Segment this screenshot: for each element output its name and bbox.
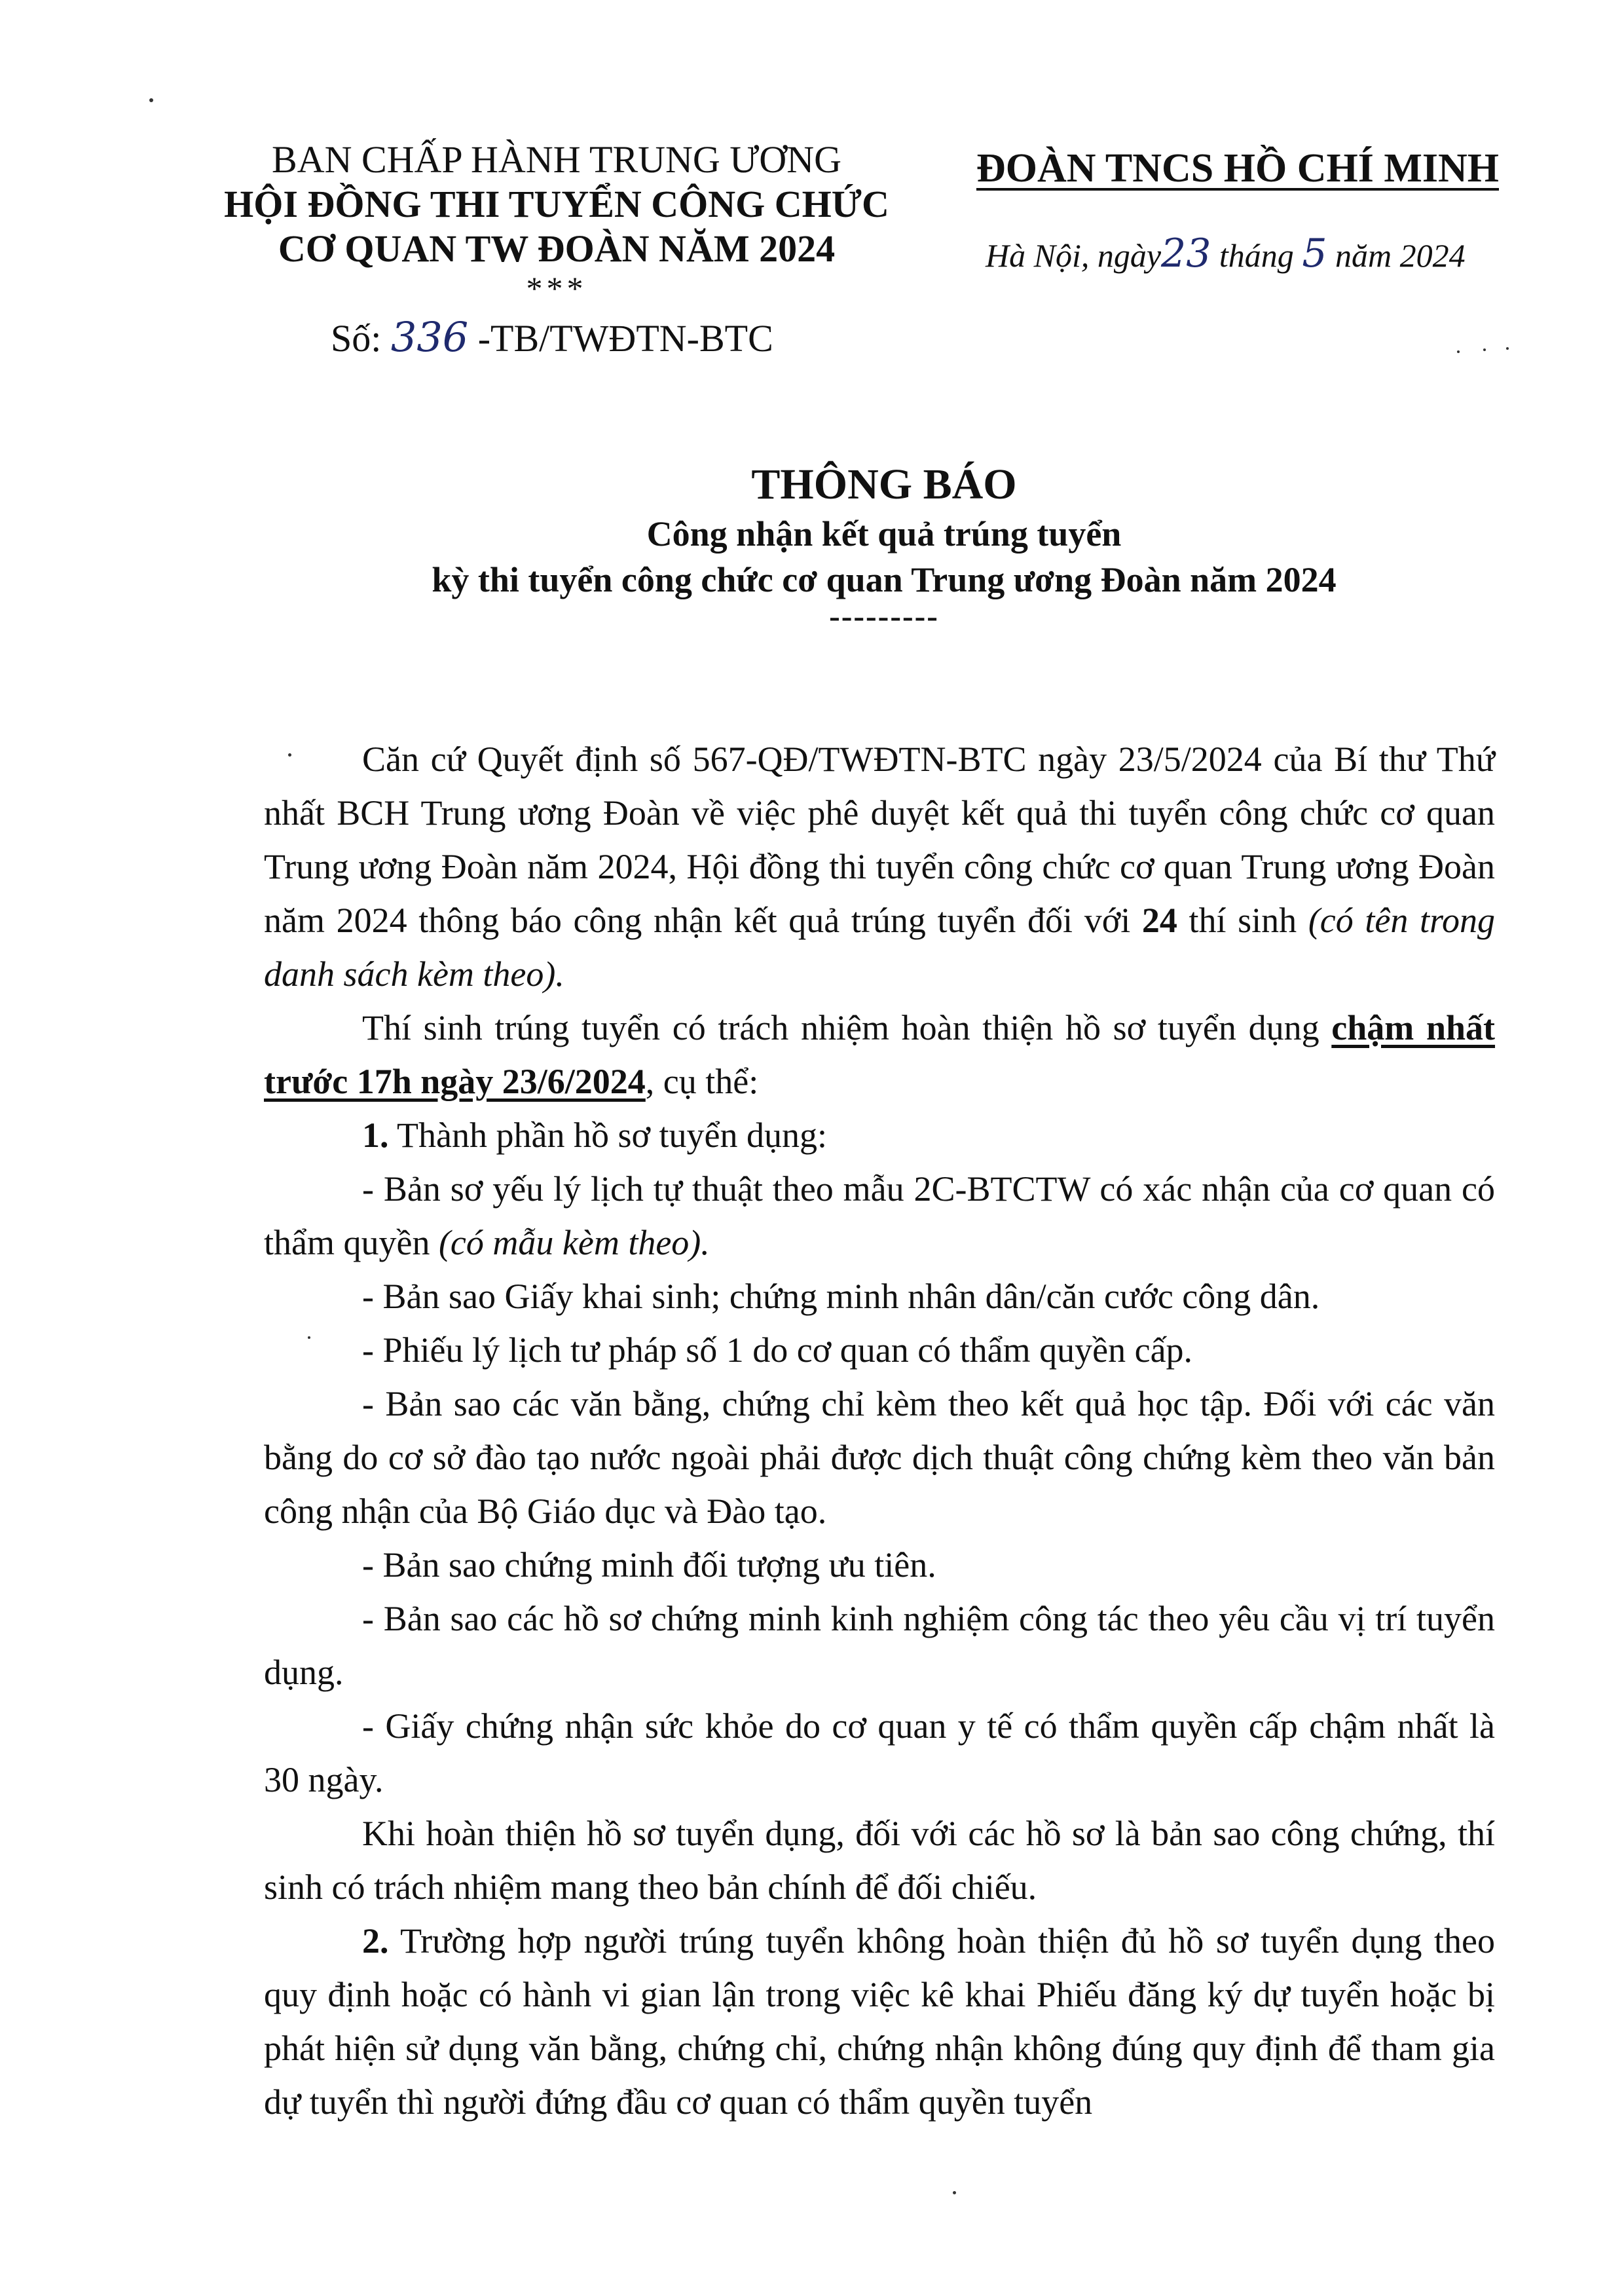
deadline-text: Thí sinh trúng tuyển có trách nhiệm hoàn thiện hồ sơ tuyển dụng [362, 1008, 1320, 1047]
basis-note: (có tên trong danh sách kèm theo). [264, 901, 1496, 994]
issuer-line-2: HỘI ĐỒNG THI TUYỂN CÔNG CHỨC [224, 183, 889, 225]
date-month-label: tháng [1219, 237, 1294, 274]
issuer-line-3: CƠ QUAN TW ĐOÀN NĂM 2024 [278, 227, 836, 270]
date-month-handwritten: 5 [1302, 231, 1327, 276]
section-1-heading [264, 1108, 1495, 1162]
so-prefix: Số: [331, 317, 382, 360]
list-item: - Bản sao chứng minh đối tượng ưu tiên. [362, 1545, 936, 1585]
basis-word: thí sinh [1189, 901, 1297, 940]
item-1-note: (có mẫu kèm theo). [438, 1223, 710, 1262]
section-2 [264, 1914, 1495, 2129]
date-line [986, 231, 1466, 276]
list-item: - Phiếu lý lịch tư pháp số 1 do cơ quan có thẩm quyền cấp. [362, 1330, 1193, 1370]
org-name: ĐOÀN TNCS HỒ CHÍ MINH [976, 146, 1500, 191]
paragraph-originals: Khi hoàn thiện hồ sơ tuyển dụng, đối với các hồ sơ là bản sao công chứng, thí sinh có trách nhiệm mang theo bản chính để đối chiếu. [264, 1814, 1495, 1907]
scan-speck [953, 2191, 956, 2194]
scan-speck [1506, 347, 1509, 350]
document-number [331, 313, 773, 361]
winner-count: 24 [1141, 901, 1177, 940]
list-item: - Giấy chứng nhận sức khỏe do cơ quan y tế có thẩm quyền cấp chậm nhất là 30 ngày. [264, 1706, 1495, 1799]
issuer-block [196, 138, 917, 305]
so-number-handwritten: 336 [390, 313, 469, 361]
section-2-text: Trường hợp người trúng tuyển không hoàn thiện đủ hồ sơ tuyển dụng theo quy định hoặc có hành vi gian lận trong việc kê khai Phiếu đăng ký dự tuyển hoặc bị phát hiện sử dụng văn bằng, chứng chỉ, chứng nhận không đúng quy định để tham gia dự tuyển thì người đứng đầu cơ quan có thẩm quyền tuyển [264, 1921, 1496, 2122]
title-sub-1: Công nhận kết quả trúng tuyển [646, 514, 1122, 554]
list-item: - Bản sao các hồ sơ chứng minh kinh nghiệm công tác theo yêu cầu vị trí tuyển dụng. [264, 1599, 1495, 1692]
stars-divider: *** [526, 270, 587, 307]
section-2-number: 2. [362, 1921, 389, 1961]
document-title: THÔNG BÁO [751, 460, 1017, 508]
org-block [956, 145, 1519, 192]
item-1-text: - Bản sơ yếu lý lịch tự thuật theo mẫu 2C-BTCTW có xác nhận của cơ quan có thẩm quyền [264, 1169, 1495, 1262]
so-suffix: -TB/TWĐTN-BTC [477, 317, 773, 360]
title-sub-2: kỳ thi tuyển công chức cơ quan Trung ương Đoàn năm 2024 [432, 560, 1337, 599]
issuer-line-1: BAN CHẤP HÀNH TRUNG ƯƠNG [272, 138, 841, 181]
basis-text: Căn cứ Quyết định số 567-QĐ/TWĐTN-BTC ngày 23/5/2024 của Bí thư Thứ nhất BCH Trung ương Đoàn về việc phê duyệt kết quả thi tuyển công chức cơ quan Trung ương Đoàn năm 2024, Hội đồng thi tuyển công chức cơ quan Trung ương Đoàn năm 2024 thông báo công nhận kết quả trúng tuyển đối với [264, 740, 1495, 940]
document-body [264, 732, 1495, 2129]
title-block [131, 459, 1624, 634]
scan-speck [149, 98, 153, 102]
list-item [264, 1162, 1495, 1269]
deadline-date: chậm nhất trước 17h ngày 23/6/2024 [264, 1008, 1496, 1101]
scan-speck [1457, 350, 1460, 353]
date-place: Hà Nội, ngày [986, 237, 1162, 274]
section-1-title: Thành phần hồ sơ tuyển dụng: [397, 1116, 827, 1155]
deadline-end: , cụ thể: [645, 1062, 759, 1101]
paragraph-basis [264, 732, 1495, 1001]
list-item: - Bản sao các văn bằng, chứng chỉ kèm theo kết quả học tập. Đối với các văn bằng do cơ sở đào tạo nước ngoài phải được dịch thuật công chứng kèm theo văn bản công nhận của Bộ Giáo dục và Đào tạo. [264, 1384, 1495, 1531]
section-1-number: 1. [362, 1116, 389, 1155]
list-item: - Bản sao Giấy khai sinh; chứng minh nhân dân/căn cước công dân. [362, 1277, 1320, 1316]
paragraph-deadline [264, 1001, 1495, 1108]
date-day-handwritten: 23 [1161, 231, 1211, 276]
scan-speck [1483, 348, 1486, 351]
date-year: năm 2024 [1335, 237, 1466, 274]
title-separator: --------- [829, 597, 939, 634]
